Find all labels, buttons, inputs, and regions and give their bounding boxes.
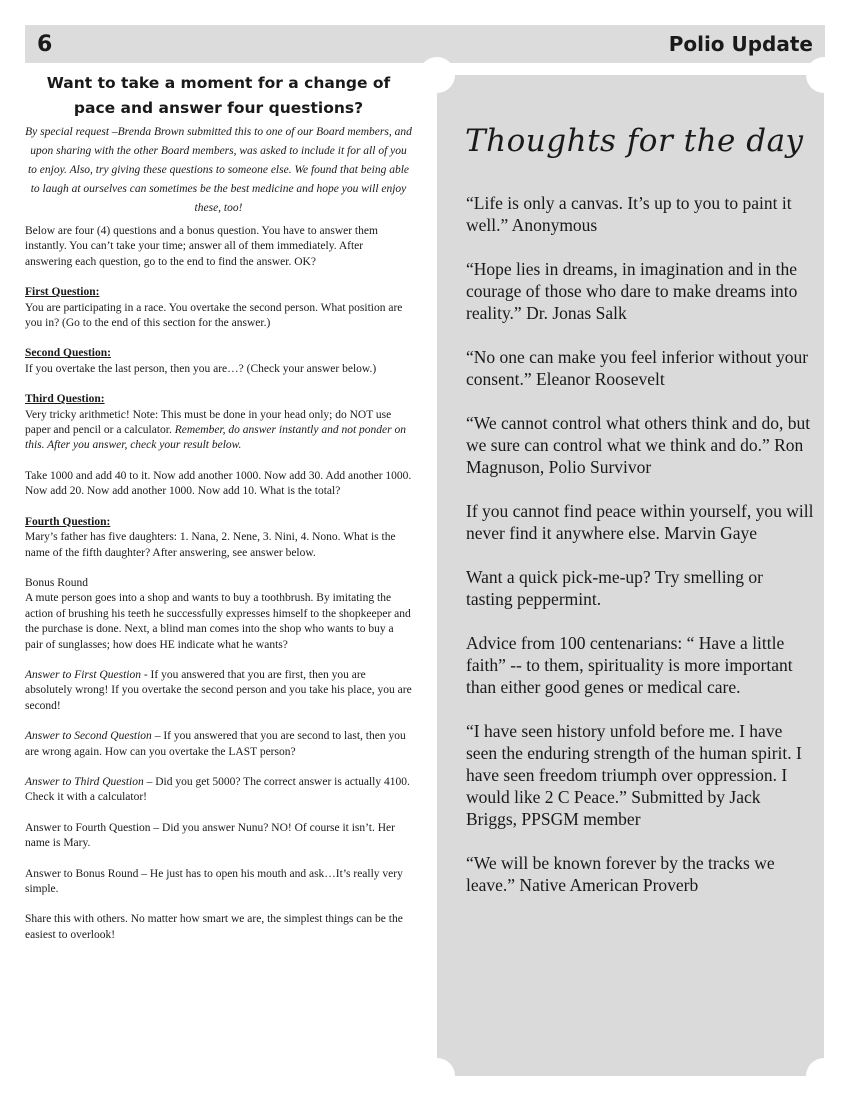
question-2-heading: Second Question: [25,347,111,360]
answer-3 [25,775,412,806]
answer-3-label: Answer to Third Question [25,775,144,788]
page-header [25,25,825,63]
answer-2 [25,729,412,760]
question-4 [25,515,412,561]
question-3-heading: Third Question: [25,393,105,406]
article-lead: Below are four (4) questions and a bonus question. You have to answer them instantly. You can’t take your time; answer all of them immediately. After answering each question, go to the end to find the answer. OK? [25,225,378,268]
question-2 [25,346,412,377]
question-4-heading: Fourth Question: [25,515,111,528]
quote-item: “We will be known forever by the tracks we leave.” Native American Proverb [466,853,775,895]
question-2-text: If you overtake the last person, then you are…? (Check your answer below.) [25,362,377,375]
quote-item: “Life is only a canvas. It’s up to you to paint it well.” Anonymous [466,193,792,235]
question-4-text: Mary’s father has five daughters: 1. Nana, 2. Nene, 3. Nini, 4. Nono. What is the name of the fifth daughter? After answering, see answer below. [25,531,396,559]
quote-item: If you cannot find peace within yourself, you will never find it anywhere else. Marvin Gaye [466,501,814,543]
quote-item: “No one can make you feel inferior without your consent.” Eleanor Roosevelt [466,347,809,389]
publication-title: Polio Update [668,32,813,56]
bonus-text: A mute person goes into a shop and wants to buy a toothbrush. By imitating the action of brushing his teeth he successfully expresses himself to the shopkeeper and the purchase is done. Next, a blind man comes into the shop who wants to buy a pair of sunglasses; how does HE indicate what he wants? [25,592,411,651]
article-title: Want to take a moment for a change of pace and answer four questions? [46,74,391,117]
question-3-text: Very tricky arithmetic! Note: This must be done in your head only; do NOT use paper and pencil or a calculator. [25,408,392,437]
answer-1-label: Answer to First Question - [25,668,148,681]
quote-item: “We cannot control what others think and do, but we sure can control what we think and do.” Ron Magnuson, Polio Survivor [466,413,811,477]
bonus-heading: Bonus Round [25,576,88,589]
page-number: 6 [37,31,53,57]
answer-2-label: Answer to Second Question [25,730,152,743]
question-3 [25,392,412,454]
sidebar-corner [806,1058,842,1094]
quote-item: “I have seen history unfold before me. I have seen the enduring strength of the human spirit. I have seen freedom triumph over oppression. I would like 2 C Peace.” Submitted by Jack Briggs, PPSGM member [466,721,802,829]
question-3-math: Take 1000 and add 40 to it. Now add another 1000. Now add 30. Add another 1000. Now add 20. Now add another 1000. Now add 10. What is the total? [25,469,412,498]
answer-5: Answer to Bonus Round – He just has to open his mouth and ask…It’s really very simple. [25,867,403,895]
question-3-italic-note: Remember, do answer instantly and not ponder on this. After you answer, check your result below. [25,424,407,452]
article-column [25,71,412,958]
closing-note: Share this with others. No matter how smart we are, the simplest things can be the easiest to overlook! [25,913,403,941]
sidebar-corner [419,1058,455,1094]
quote-item: Advice from 100 centenarians: “ Have a little faith” -- to them, spirituality is more important than either good genes or medical care. [466,633,793,697]
quote-item: Want a quick pick-me-up? Try smelling or tasting peppermint. [466,567,764,609]
quote-list [466,192,814,918]
answer-1 [25,668,412,714]
answer-3-text: – Did you get 5000? The correct answer is actually 4100. Check it with a calculator! [25,775,410,804]
quote-item: “Hope lies in dreams, in imagination and in the courage of those who dare to make dreams into reality.” Dr. Jonas Salk [466,259,798,323]
answer-1-text: If you answered that you are first, then you are absolutely wrong! If you overtake the second person and you take his place, you are second! [25,668,412,712]
sidebar-title: Thoughts for the day [465,123,804,159]
thoughts-sidebar [437,75,824,1076]
question-1-heading: First Question: [25,286,100,299]
article-intro: By special request –Brenda Brown submitted this to one of our Board members, and upon sharing with the other Board members, was asked to include it for all of you to enjoy. Also, try giving these questions to someone else. We found that being able to laugh at ourselves can sometimes be the best medicine and hope you will enjoy these, too! [25,126,412,214]
question-1-text: You are participating in a race. You overtake the second person. What position are you in? (Go to the end of this section for the answer.) [25,301,403,330]
question-1 [25,285,412,331]
answer-4: Answer to Fourth Question – Did you answer Nunu? NO! Of course it isn’t. Her name is Mary. [25,821,395,850]
answer-2-text: – If you answered that you are second to last, then you are wrong again. How can you overtake the LAST person? [25,730,406,758]
bonus-question [25,576,412,653]
